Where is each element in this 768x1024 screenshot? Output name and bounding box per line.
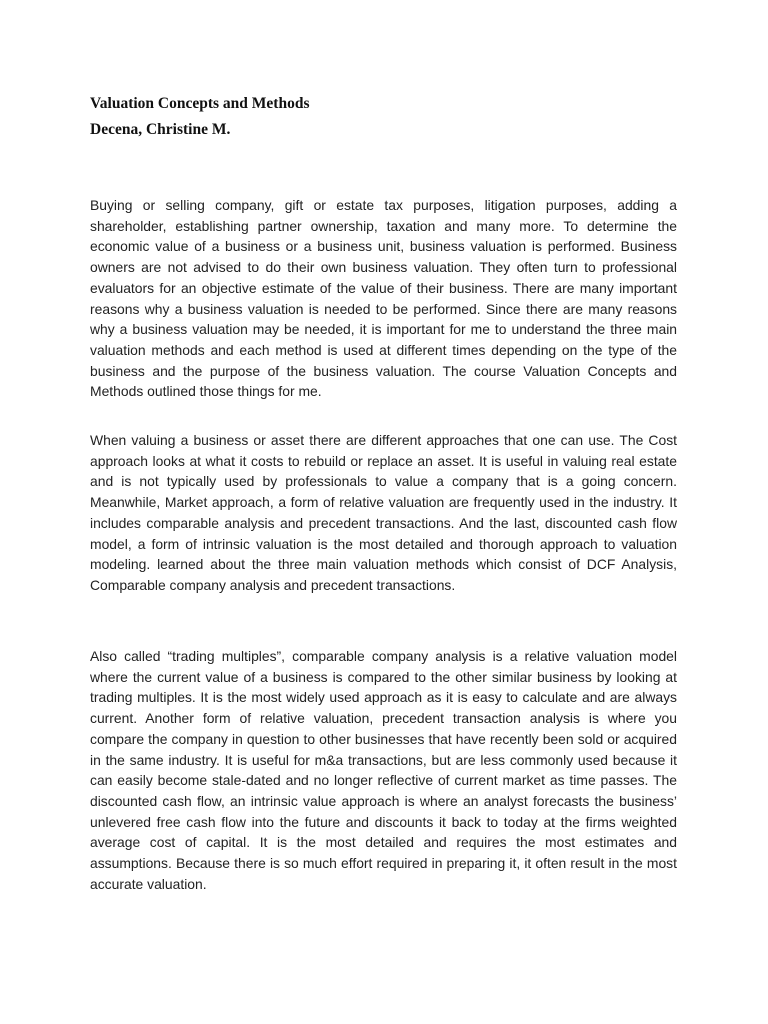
document-title: Valuation Concepts and Methods — [90, 95, 310, 112]
paragraph-approaches: When valuing a business or asset there are different approaches that one can use. The Cost approach looks at what it costs to rebuild or replace an asset. It is useful in valuing real estate and is not typically used by professionals to value a company that is a going concern. Meanwhile, Market approach, a form of relative valuation are frequently used in the industry. It includes comparable analysis and precedent transactions. And the last, discounted cash flow model, a form of intrinsic valuation is the most detailed and thorough approach to valuation modeling. learned about the three main valuation methods which consist of DCF Analysis, Comparable company analysis and precedent transactions. — [90, 432, 677, 593]
paragraph-methods: Also called “trading multiples”, comparable company analysis is a relative valuation model where the current value of a business is compared to the other similar business by looking at trading multiples. It is the most widely used approach as it is easy to calculate and are always current. Another form of relative valuation, precedent transaction analysis is where you compare the company in question to other businesses that have recently been sold or acquired in the same industry. It is useful for m&a transactions, but are less commonly used because it can easily become stale-dated and no longer reflective of current market as time passes. The discounted cash flow, an intrinsic value approach is where an analyst forecasts the business’ unlevered free cash flow into the future and discounts it back to today at the firms weighted average cost of capital. It is the most detailed and requires the most estimates and assumptions. Because there is so much effort required in preparing it, it often result in the most accurate valuation. — [90, 648, 677, 892]
paragraph-intro: Buying or selling company, gift or estate tax purposes, litigation purposes, adding a shareholder, establishing partner ownership, taxation and many more. To determine the economic value of a business or a business unit, business valuation is performed. Business owners are not advised to do their own business valuation. They often turn to professional evaluators for an objective estimate of the value of their business. There are many important reasons why a business valuation is needed to be performed. Since there are many reasons why a business valuation may be needed, it is important for me to understand the three main valuation methods and each method is used at different times depending on the type of the business and the purpose of the business valuation. The course Valuation Concepts and Methods outlined those things for me. — [90, 197, 677, 400]
document-author: Decena, Christine M. — [90, 121, 231, 138]
